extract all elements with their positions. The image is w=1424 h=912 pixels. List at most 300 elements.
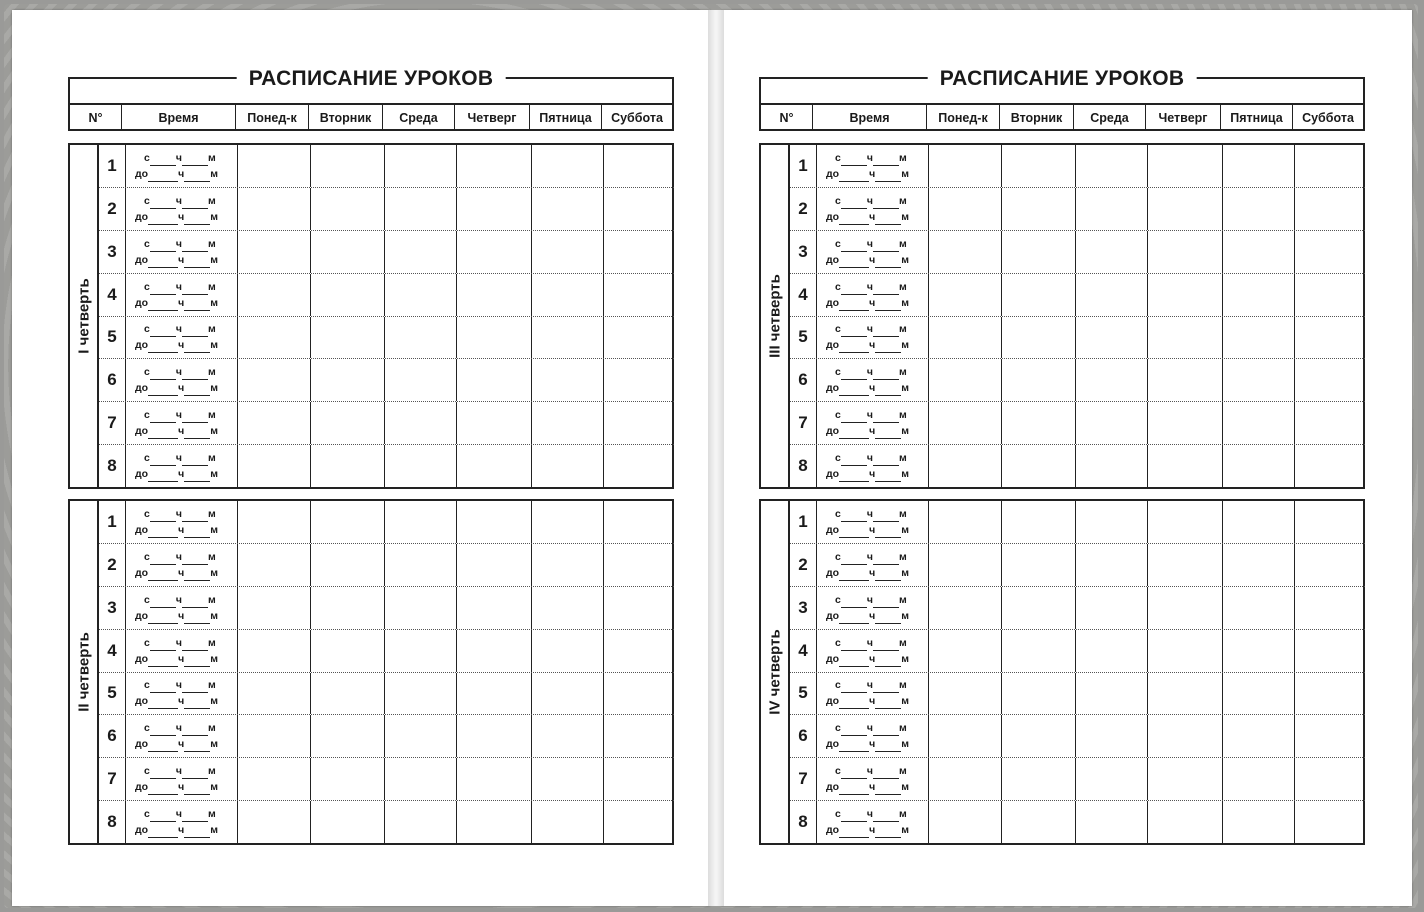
lesson-cell-day-6[interactable] <box>604 445 674 487</box>
lesson-cell-day-1[interactable] <box>238 630 311 672</box>
lesson-cell-day-6[interactable] <box>604 587 674 629</box>
lesson-cell-day-5[interactable] <box>1223 145 1295 187</box>
lesson-cell-day-2[interactable] <box>311 145 385 187</box>
minute-blank[interactable] <box>182 325 208 337</box>
lesson-time-field[interactable] <box>817 402 929 444</box>
minute-blank[interactable] <box>875 783 901 795</box>
minute-blank[interactable] <box>875 213 901 225</box>
lesson-cell-day-1[interactable] <box>238 231 311 273</box>
minute-blank[interactable] <box>184 470 210 482</box>
lesson-cell-day-4[interactable] <box>1148 445 1223 487</box>
lesson-cell-day-2[interactable] <box>1002 673 1076 715</box>
lesson-cell-day-3[interactable] <box>1076 715 1148 757</box>
lesson-cell-day-6[interactable] <box>604 501 674 543</box>
hour-blank[interactable] <box>148 427 178 439</box>
lesson-cell-day-3[interactable] <box>1076 359 1148 401</box>
hour-blank[interactable] <box>150 767 176 779</box>
lesson-cell-day-1[interactable] <box>238 715 311 757</box>
lesson-cell-day-1[interactable] <box>929 501 1002 543</box>
lesson-cell-day-3[interactable] <box>385 402 457 444</box>
hour-blank[interactable] <box>150 454 176 466</box>
lesson-cell-day-4[interactable] <box>1148 188 1223 230</box>
hour-blank[interactable] <box>150 724 176 736</box>
lesson-cell-day-2[interactable] <box>1002 801 1076 843</box>
lesson-cell-day-6[interactable] <box>604 274 674 316</box>
hour-blank[interactable] <box>150 411 176 423</box>
lesson-cell-day-1[interactable] <box>238 758 311 800</box>
lesson-cell-day-6[interactable] <box>1295 402 1365 444</box>
lesson-cell-day-6[interactable] <box>1295 145 1365 187</box>
lesson-time-field[interactable] <box>126 188 238 230</box>
minute-blank[interactable] <box>182 596 208 608</box>
lesson-cell-day-1[interactable] <box>929 673 1002 715</box>
lesson-cell-day-1[interactable] <box>929 231 1002 273</box>
hour-blank[interactable] <box>150 154 176 166</box>
lesson-cell-day-4[interactable] <box>457 715 532 757</box>
hour-blank[interactable] <box>150 368 176 380</box>
lesson-cell-day-3[interactable] <box>1076 145 1148 187</box>
lesson-time-field[interactable] <box>126 630 238 672</box>
hour-blank[interactable] <box>148 569 178 581</box>
lesson-time-field[interactable] <box>126 758 238 800</box>
minute-blank[interactable] <box>875 697 901 709</box>
lesson-cell-day-4[interactable] <box>1148 274 1223 316</box>
lesson-cell-day-3[interactable] <box>1076 188 1148 230</box>
lesson-time-field[interactable] <box>817 630 929 672</box>
hour-blank[interactable] <box>841 810 867 822</box>
hour-blank[interactable] <box>148 341 178 353</box>
lesson-cell-day-3[interactable] <box>1076 587 1148 629</box>
minute-blank[interactable] <box>182 240 208 252</box>
lesson-cell-day-3[interactable] <box>1076 317 1148 359</box>
lesson-cell-day-6[interactable] <box>1295 188 1365 230</box>
hour-blank[interactable] <box>150 325 176 337</box>
minute-blank[interactable] <box>182 553 208 565</box>
lesson-cell-day-4[interactable] <box>457 359 532 401</box>
lesson-cell-day-4[interactable] <box>457 231 532 273</box>
minute-blank[interactable] <box>875 655 901 667</box>
lesson-time-field[interactable] <box>126 673 238 715</box>
minute-blank[interactable] <box>184 526 210 538</box>
lesson-cell-day-5[interactable] <box>1223 274 1295 316</box>
lesson-cell-day-6[interactable] <box>1295 587 1365 629</box>
lesson-time-field[interactable] <box>817 359 929 401</box>
minute-blank[interactable] <box>182 368 208 380</box>
lesson-cell-day-5[interactable] <box>532 402 604 444</box>
minute-blank[interactable] <box>875 427 901 439</box>
lesson-time-field[interactable] <box>817 231 929 273</box>
lesson-cell-day-2[interactable] <box>1002 145 1076 187</box>
lesson-cell-day-3[interactable] <box>385 587 457 629</box>
hour-blank[interactable] <box>150 681 176 693</box>
lesson-cell-day-5[interactable] <box>532 501 604 543</box>
lesson-cell-day-1[interactable] <box>238 445 311 487</box>
lesson-cell-day-6[interactable] <box>604 359 674 401</box>
lesson-time-field[interactable] <box>817 445 929 487</box>
lesson-cell-day-4[interactable] <box>1148 801 1223 843</box>
minute-blank[interactable] <box>184 740 210 752</box>
minute-blank[interactable] <box>182 681 208 693</box>
hour-blank[interactable] <box>841 724 867 736</box>
minute-blank[interactable] <box>184 655 210 667</box>
lesson-cell-day-4[interactable] <box>1148 544 1223 586</box>
lesson-cell-day-4[interactable] <box>1148 587 1223 629</box>
minute-blank[interactable] <box>873 553 899 565</box>
lesson-cell-day-5[interactable] <box>1223 188 1295 230</box>
lesson-time-field[interactable] <box>817 715 929 757</box>
lesson-cell-day-3[interactable] <box>1076 445 1148 487</box>
minute-blank[interactable] <box>873 154 899 166</box>
lesson-cell-day-5[interactable] <box>532 445 604 487</box>
minute-blank[interactable] <box>875 341 901 353</box>
lesson-cell-day-2[interactable] <box>311 587 385 629</box>
lesson-time-field[interactable] <box>126 402 238 444</box>
minute-blank[interactable] <box>184 341 210 353</box>
minute-blank[interactable] <box>875 526 901 538</box>
lesson-cell-day-1[interactable] <box>929 188 1002 230</box>
lesson-cell-day-5[interactable] <box>1223 317 1295 359</box>
hour-blank[interactable] <box>841 240 867 252</box>
lesson-cell-day-6[interactable] <box>1295 359 1365 401</box>
hour-blank[interactable] <box>841 553 867 565</box>
lesson-cell-day-4[interactable] <box>1148 715 1223 757</box>
hour-blank[interactable] <box>148 826 178 838</box>
minute-blank[interactable] <box>873 411 899 423</box>
hour-blank[interactable] <box>839 427 869 439</box>
minute-blank[interactable] <box>182 767 208 779</box>
minute-blank[interactable] <box>873 454 899 466</box>
lesson-cell-day-5[interactable] <box>1223 231 1295 273</box>
lesson-cell-day-3[interactable] <box>385 231 457 273</box>
lesson-cell-day-6[interactable] <box>1295 801 1365 843</box>
lesson-cell-day-2[interactable] <box>1002 188 1076 230</box>
lesson-cell-day-6[interactable] <box>1295 715 1365 757</box>
lesson-cell-day-4[interactable] <box>1148 758 1223 800</box>
hour-blank[interactable] <box>841 197 867 209</box>
lesson-cell-day-6[interactable] <box>604 544 674 586</box>
hour-blank[interactable] <box>839 256 869 268</box>
lesson-cell-day-1[interactable] <box>238 673 311 715</box>
lesson-cell-day-6[interactable] <box>604 188 674 230</box>
lesson-cell-day-5[interactable] <box>532 801 604 843</box>
lesson-cell-day-4[interactable] <box>457 317 532 359</box>
lesson-cell-day-4[interactable] <box>457 758 532 800</box>
minute-blank[interactable] <box>875 256 901 268</box>
lesson-time-field[interactable] <box>817 501 929 543</box>
lesson-cell-day-5[interactable] <box>532 587 604 629</box>
hour-blank[interactable] <box>841 154 867 166</box>
lesson-cell-day-5[interactable] <box>1223 544 1295 586</box>
lesson-time-field[interactable] <box>126 274 238 316</box>
lesson-cell-day-6[interactable] <box>604 630 674 672</box>
hour-blank[interactable] <box>150 240 176 252</box>
lesson-cell-day-1[interactable] <box>929 402 1002 444</box>
lesson-cell-day-2[interactable] <box>311 673 385 715</box>
lesson-cell-day-4[interactable] <box>457 801 532 843</box>
minute-blank[interactable] <box>182 154 208 166</box>
lesson-cell-day-2[interactable] <box>1002 758 1076 800</box>
minute-blank[interactable] <box>873 681 899 693</box>
lesson-cell-day-3[interactable] <box>1076 274 1148 316</box>
minute-blank[interactable] <box>873 639 899 651</box>
hour-blank[interactable] <box>839 299 869 311</box>
lesson-cell-day-4[interactable] <box>1148 402 1223 444</box>
lesson-cell-day-4[interactable] <box>457 188 532 230</box>
lesson-cell-day-1[interactable] <box>238 359 311 401</box>
lesson-cell-day-6[interactable] <box>604 317 674 359</box>
hour-blank[interactable] <box>839 170 869 182</box>
hour-blank[interactable] <box>148 256 178 268</box>
lesson-cell-day-4[interactable] <box>1148 359 1223 401</box>
lesson-cell-day-5[interactable] <box>532 317 604 359</box>
lesson-cell-day-5[interactable] <box>1223 630 1295 672</box>
lesson-cell-day-4[interactable] <box>457 630 532 672</box>
lesson-cell-day-5[interactable] <box>1223 359 1295 401</box>
lesson-cell-day-6[interactable] <box>604 402 674 444</box>
lesson-cell-day-3[interactable] <box>1076 801 1148 843</box>
lesson-cell-day-6[interactable] <box>604 145 674 187</box>
lesson-time-field[interactable] <box>126 587 238 629</box>
minute-blank[interactable] <box>184 213 210 225</box>
lesson-time-field[interactable] <box>817 673 929 715</box>
lesson-cell-day-6[interactable] <box>604 715 674 757</box>
hour-blank[interactable] <box>150 596 176 608</box>
hour-blank[interactable] <box>150 510 176 522</box>
lesson-cell-day-2[interactable] <box>1002 359 1076 401</box>
lesson-time-field[interactable] <box>817 145 929 187</box>
lesson-time-field[interactable] <box>817 544 929 586</box>
minute-blank[interactable] <box>184 783 210 795</box>
lesson-cell-day-6[interactable] <box>1295 231 1365 273</box>
lesson-cell-day-6[interactable] <box>1295 317 1365 359</box>
lesson-cell-day-4[interactable] <box>457 673 532 715</box>
lesson-cell-day-4[interactable] <box>457 587 532 629</box>
hour-blank[interactable] <box>839 655 869 667</box>
minute-blank[interactable] <box>875 299 901 311</box>
lesson-cell-day-6[interactable] <box>1295 501 1365 543</box>
lesson-cell-day-6[interactable] <box>1295 445 1365 487</box>
minute-blank[interactable] <box>873 767 899 779</box>
lesson-cell-day-4[interactable] <box>457 274 532 316</box>
minute-blank[interactable] <box>184 170 210 182</box>
hour-blank[interactable] <box>150 553 176 565</box>
lesson-cell-day-3[interactable] <box>1076 544 1148 586</box>
hour-blank[interactable] <box>841 767 867 779</box>
lesson-cell-day-5[interactable] <box>1223 673 1295 715</box>
lesson-cell-day-5[interactable] <box>1223 758 1295 800</box>
hour-blank[interactable] <box>839 826 869 838</box>
lesson-cell-day-1[interactable] <box>929 758 1002 800</box>
lesson-cell-day-5[interactable] <box>1223 501 1295 543</box>
lesson-cell-day-5[interactable] <box>532 544 604 586</box>
hour-blank[interactable] <box>841 454 867 466</box>
lesson-cell-day-1[interactable] <box>929 445 1002 487</box>
minute-blank[interactable] <box>873 596 899 608</box>
lesson-cell-day-2[interactable] <box>1002 317 1076 359</box>
minute-blank[interactable] <box>182 724 208 736</box>
lesson-time-field[interactable] <box>817 188 929 230</box>
hour-blank[interactable] <box>839 526 869 538</box>
lesson-cell-day-1[interactable] <box>238 544 311 586</box>
lesson-cell-day-5[interactable] <box>532 359 604 401</box>
lesson-cell-day-3[interactable] <box>1076 402 1148 444</box>
lesson-cell-day-2[interactable] <box>1002 402 1076 444</box>
lesson-cell-day-2[interactable] <box>311 317 385 359</box>
lesson-cell-day-2[interactable] <box>311 359 385 401</box>
lesson-cell-day-4[interactable] <box>1148 673 1223 715</box>
lesson-cell-day-1[interactable] <box>238 317 311 359</box>
lesson-cell-day-2[interactable] <box>311 758 385 800</box>
minute-blank[interactable] <box>184 697 210 709</box>
hour-blank[interactable] <box>841 368 867 380</box>
hour-blank[interactable] <box>841 411 867 423</box>
lesson-cell-day-2[interactable] <box>311 188 385 230</box>
lesson-cell-day-5[interactable] <box>1223 587 1295 629</box>
hour-blank[interactable] <box>148 470 178 482</box>
minute-blank[interactable] <box>184 569 210 581</box>
lesson-cell-day-2[interactable] <box>311 715 385 757</box>
minute-blank[interactable] <box>182 283 208 295</box>
lesson-cell-day-5[interactable] <box>532 231 604 273</box>
minute-blank[interactable] <box>873 368 899 380</box>
lesson-time-field[interactable] <box>817 758 929 800</box>
lesson-cell-day-2[interactable] <box>311 274 385 316</box>
hour-blank[interactable] <box>841 283 867 295</box>
minute-blank[interactable] <box>875 470 901 482</box>
lesson-cell-day-3[interactable] <box>385 544 457 586</box>
lesson-cell-day-2[interactable] <box>311 402 385 444</box>
lesson-cell-day-2[interactable] <box>1002 231 1076 273</box>
lesson-cell-day-6[interactable] <box>1295 274 1365 316</box>
hour-blank[interactable] <box>841 325 867 337</box>
lesson-cell-day-3[interactable] <box>385 501 457 543</box>
lesson-time-field[interactable] <box>126 359 238 401</box>
hour-blank[interactable] <box>148 299 178 311</box>
lesson-cell-day-4[interactable] <box>1148 317 1223 359</box>
lesson-cell-day-1[interactable] <box>929 715 1002 757</box>
lesson-time-field[interactable] <box>817 317 929 359</box>
lesson-cell-day-3[interactable] <box>385 145 457 187</box>
hour-blank[interactable] <box>839 341 869 353</box>
lesson-cell-day-3[interactable] <box>385 715 457 757</box>
lesson-cell-day-6[interactable] <box>1295 630 1365 672</box>
minute-blank[interactable] <box>182 411 208 423</box>
hour-blank[interactable] <box>150 197 176 209</box>
lesson-cell-day-1[interactable] <box>929 359 1002 401</box>
hour-blank[interactable] <box>839 612 869 624</box>
lesson-cell-day-1[interactable] <box>238 402 311 444</box>
lesson-cell-day-3[interactable] <box>385 188 457 230</box>
hour-blank[interactable] <box>839 783 869 795</box>
hour-blank[interactable] <box>841 639 867 651</box>
minute-blank[interactable] <box>873 810 899 822</box>
hour-blank[interactable] <box>839 384 869 396</box>
minute-blank[interactable] <box>875 826 901 838</box>
lesson-cell-day-1[interactable] <box>238 274 311 316</box>
lesson-cell-day-4[interactable] <box>1148 231 1223 273</box>
lesson-cell-day-5[interactable] <box>532 630 604 672</box>
lesson-cell-day-2[interactable] <box>1002 587 1076 629</box>
lesson-cell-day-2[interactable] <box>1002 274 1076 316</box>
lesson-cell-day-5[interactable] <box>532 274 604 316</box>
minute-blank[interactable] <box>182 639 208 651</box>
lesson-cell-day-2[interactable] <box>311 801 385 843</box>
lesson-cell-day-2[interactable] <box>1002 715 1076 757</box>
minute-blank[interactable] <box>873 510 899 522</box>
lesson-cell-day-1[interactable] <box>929 630 1002 672</box>
lesson-cell-day-3[interactable] <box>1076 231 1148 273</box>
lesson-cell-day-1[interactable] <box>929 587 1002 629</box>
lesson-cell-day-1[interactable] <box>929 544 1002 586</box>
lesson-cell-day-1[interactable] <box>929 145 1002 187</box>
minute-blank[interactable] <box>184 427 210 439</box>
lesson-cell-day-5[interactable] <box>1223 801 1295 843</box>
hour-blank[interactable] <box>839 569 869 581</box>
lesson-cell-day-6[interactable] <box>604 231 674 273</box>
hour-blank[interactable] <box>150 639 176 651</box>
minute-blank[interactable] <box>873 240 899 252</box>
lesson-cell-day-1[interactable] <box>238 145 311 187</box>
lesson-cell-day-5[interactable] <box>1223 715 1295 757</box>
hour-blank[interactable] <box>841 596 867 608</box>
lesson-time-field[interactable] <box>126 801 238 843</box>
lesson-time-field[interactable] <box>126 501 238 543</box>
lesson-time-field[interactable] <box>817 274 929 316</box>
lesson-cell-day-1[interactable] <box>238 501 311 543</box>
lesson-cell-day-5[interactable] <box>1223 445 1295 487</box>
minute-blank[interactable] <box>875 384 901 396</box>
minute-blank[interactable] <box>875 612 901 624</box>
lesson-cell-day-3[interactable] <box>1076 630 1148 672</box>
lesson-cell-day-6[interactable] <box>1295 544 1365 586</box>
lesson-cell-day-4[interactable] <box>457 445 532 487</box>
minute-blank[interactable] <box>182 810 208 822</box>
lesson-cell-day-6[interactable] <box>604 758 674 800</box>
lesson-time-field[interactable] <box>126 145 238 187</box>
lesson-cell-day-1[interactable] <box>238 801 311 843</box>
minute-blank[interactable] <box>184 256 210 268</box>
hour-blank[interactable] <box>150 283 176 295</box>
lesson-cell-day-1[interactable] <box>929 801 1002 843</box>
lesson-cell-day-3[interactable] <box>385 274 457 316</box>
lesson-cell-day-5[interactable] <box>532 145 604 187</box>
minute-blank[interactable] <box>182 510 208 522</box>
hour-blank[interactable] <box>148 612 178 624</box>
hour-blank[interactable] <box>148 384 178 396</box>
lesson-cell-day-6[interactable] <box>604 801 674 843</box>
lesson-cell-day-4[interactable] <box>457 145 532 187</box>
lesson-cell-day-2[interactable] <box>1002 544 1076 586</box>
minute-blank[interactable] <box>184 384 210 396</box>
hour-blank[interactable] <box>150 810 176 822</box>
minute-blank[interactable] <box>184 299 210 311</box>
lesson-cell-day-1[interactable] <box>929 274 1002 316</box>
lesson-cell-day-3[interactable] <box>1076 501 1148 543</box>
hour-blank[interactable] <box>148 655 178 667</box>
lesson-cell-day-5[interactable] <box>1223 402 1295 444</box>
lesson-cell-day-4[interactable] <box>457 544 532 586</box>
minute-blank[interactable] <box>184 826 210 838</box>
lesson-cell-day-4[interactable] <box>1148 501 1223 543</box>
lesson-cell-day-4[interactable] <box>1148 630 1223 672</box>
lesson-cell-day-2[interactable] <box>1002 445 1076 487</box>
minute-blank[interactable] <box>875 170 901 182</box>
lesson-cell-day-2[interactable] <box>311 501 385 543</box>
lesson-cell-day-5[interactable] <box>532 758 604 800</box>
lesson-cell-day-2[interactable] <box>1002 630 1076 672</box>
hour-blank[interactable] <box>148 526 178 538</box>
lesson-cell-day-1[interactable] <box>238 188 311 230</box>
